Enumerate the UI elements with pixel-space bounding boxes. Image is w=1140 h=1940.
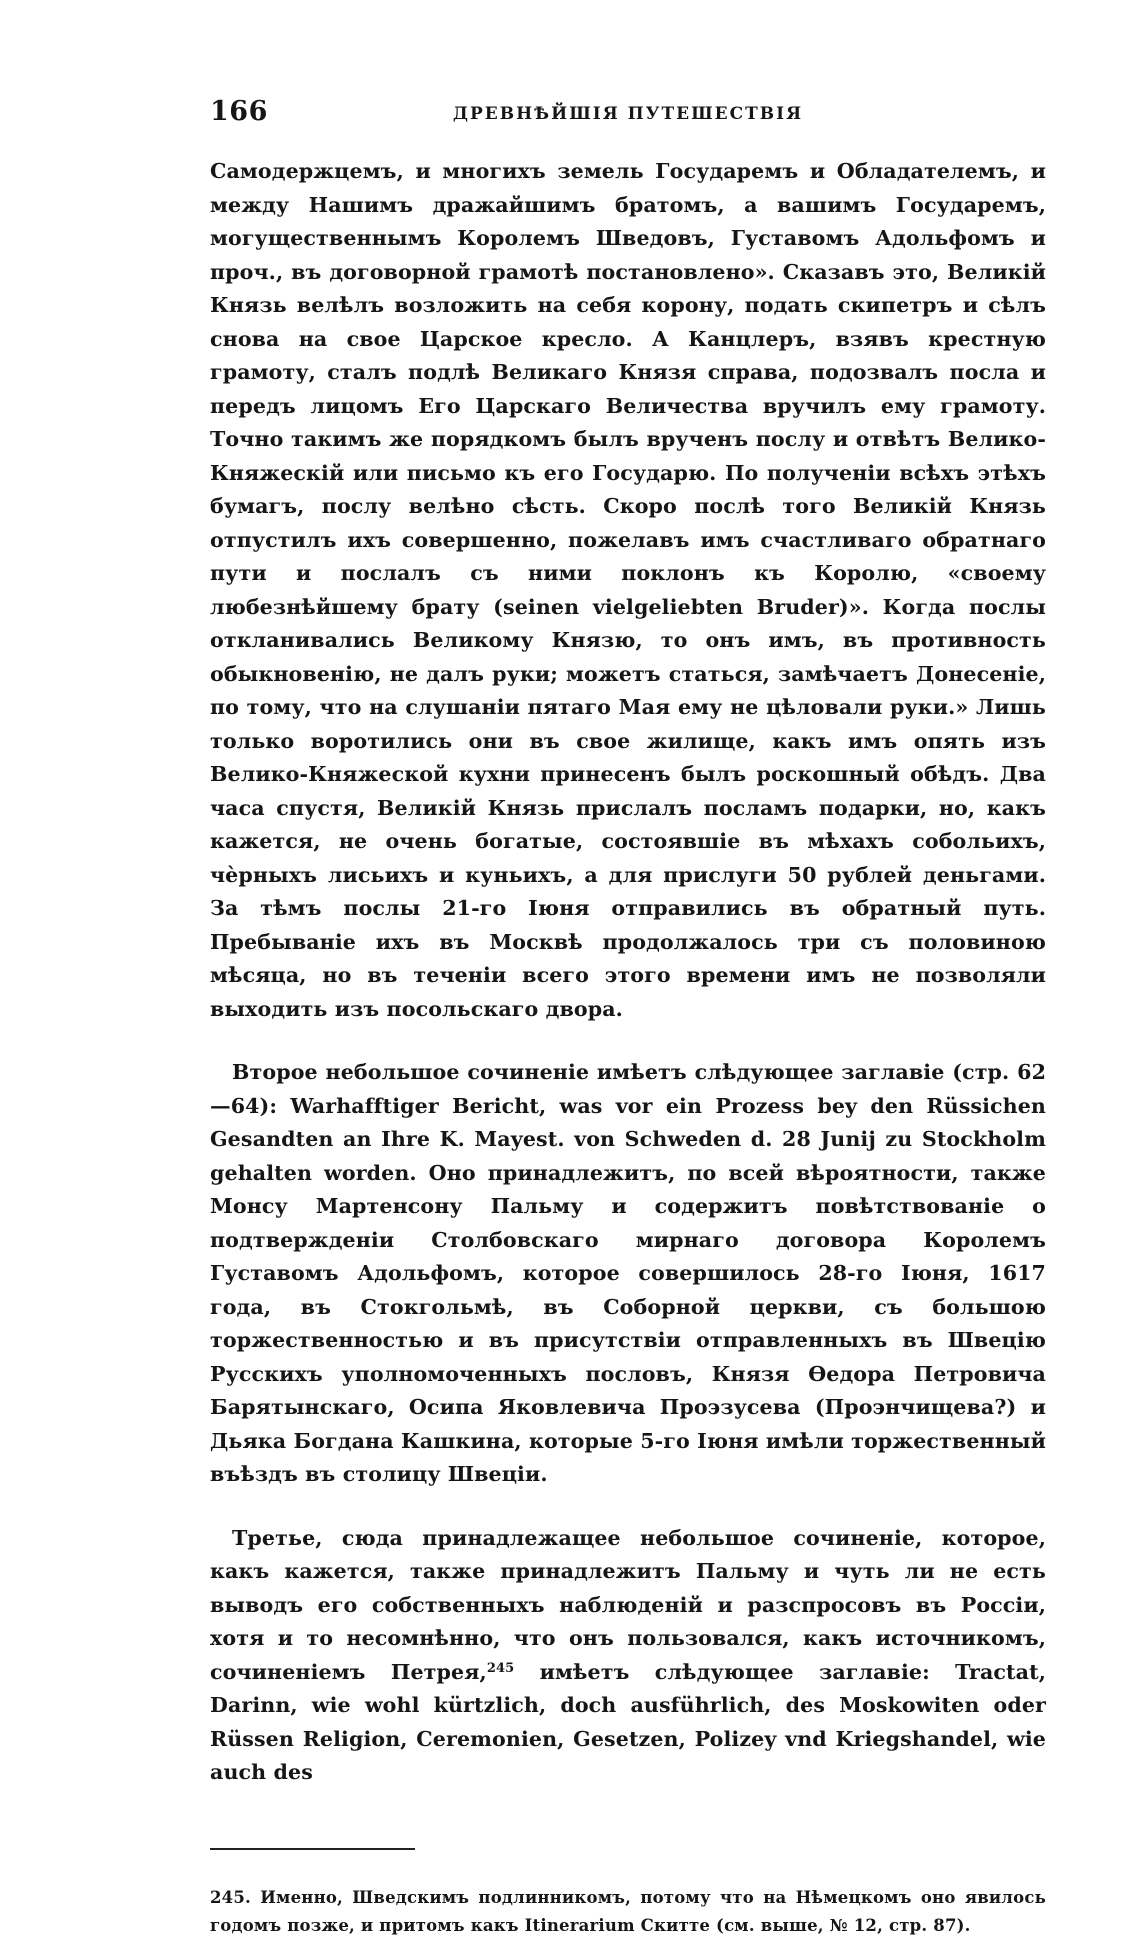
page-header bbox=[210, 96, 1046, 140]
running-title: ДРЕВНѢЙШІЯ ПУТЕШЕСТВІЯ bbox=[452, 104, 804, 124]
paragraph-3-text-end: имѣетъ слѣдующее заглавіе: Tractat, Darinn, wie wohl kürtzlich, doch ausführlich, des Moskowiten oder Rüssen Religion, Ceremonien, Gesetzen, Polizey vnd Kriegshandel, wie auch des bbox=[210, 1659, 1047, 1784]
body-text bbox=[210, 155, 1046, 1790]
footnote-reference: 245 bbox=[486, 1660, 515, 1676]
footnote-divider bbox=[210, 1848, 415, 1850]
paragraph-1: Самодержцемъ, и многихъ земель Государемъ и Обладателемъ, и между Нашимъ дражайшимъ братомъ, а вашимъ Государемъ, могущественнымъ Королемъ Шведовъ, Густавомъ Адольфомъ и проч., въ договорной грамотѣ постановлено». Сказавъ это, Великій Князь велѣлъ возложить на себя корону, подать скипетръ и сѣлъ снова на свое Царское кресло. А Канцлеръ, взявъ крестную грамоту, сталъ подлѣ Великаго Князя справа, подозвалъ посла и передъ лицомъ Его Царскаго Величества вручилъ ему грамоту. Точно такимъ же порядкомъ былъ врученъ послу и отвѣтъ Велико-Княжескій или письмо къ его Государю. По полученіи всѣхъ этѣхъ бумагъ, послу велѣно сѣсть. Скоро послѣ того Великій Князь отпустилъ ихъ совершенно, пожелавъ имъ счастливаго обратнаго пути и послалъ съ ними поклонъ къ Королю, «своему любезнѣйшему брату (seinen vielgeliebten Bruder)». Когда послы откланивались Великому Князю, то онъ имъ, въ противность обыкновенію, не далъ руки; можетъ статься, замѣчаетъ Донесеніе, по тому, что на слушаніи пятаго Мая ему не цѣловали руки.» Лишь только воротились они въ свое жилище, какъ имъ опять изъ Велико-Княжеской кухни принесенъ былъ роскошный обѣдъ. Два часа спустя, Великій Князь прислалъ посламъ подарки, но, какъ кажется, не очень богатые, состоявшіе въ мѣхахъ собольихъ, чѐрныхъ лисьихъ и куньихъ, а для прислуги 50 рублей деньгами. За тѣмъ послы 21-го Іюня отправились въ обратный путь. Пребываніе ихъ въ Москвѣ продолжалось три съ половиною мѣсяца, но въ теченіи всего этого времени имъ не позволяли выходить изъ посольскаго двора. bbox=[210, 159, 1046, 1021]
page-number: 166 bbox=[210, 96, 268, 127]
book-page bbox=[210, 96, 1046, 1940]
paragraph-3 bbox=[210, 1522, 1046, 1790]
paragraph-2: Второе небольшое сочиненіе имѣетъ слѣдующее заглавіе (стр. 62—64): Warhafftiger Bericht, was vor ein Prozess bey den Rüssichen Gesandten an Ihre K. Mayest. von Schweden d. 28 Junij zu Stockholm gehalten worden. Оно принадлежитъ, по всей вѣроятности, также Монсу Мартенсону Пальму и содержитъ повѣтствованіе о подтвержденіи Столбовскаго мирнаго договора Королемъ Густавомъ Адольфомъ, которое совершилось 28-го Іюня, 1617 года, въ Стокгольмѣ, въ Соборной церкви, съ большою торжественностью и въ присутствіи отправленныхъ въ Швецію Русскихъ уполномоченныхъ пословъ, Князя Ѳедора Петровича Барятынскаго, Осипа Яковлевича Проэзусева (Проэнчищева?) и Дьяка Богдана Кашкина, которые 5-го Іюня имѣли торжественный въѣздъ въ столицу Швеціи. bbox=[210, 1060, 1046, 1486]
footnote-245: 245. Именно, Шведскимъ подлинникомъ, потому что на Нѣмецкомъ оно явилось годомъ позже, и притомъ какъ Itinerarium Скитте (см. выше, № 12, стр. 87). bbox=[210, 1887, 1046, 1935]
paragraph-3-text-start: Третье, сюда принадлежащее небольшое сочиненіе, которое, какъ кажется, также принадлежитъ Пальму и чуть ли не есть выводъ его собственныхъ наблюденій и разспросовъ въ Россіи, хотя и то несомнѣнно, что онъ пользовался, какъ источникомъ, сочиненіемъ Петрея, bbox=[210, 1525, 1046, 1684]
